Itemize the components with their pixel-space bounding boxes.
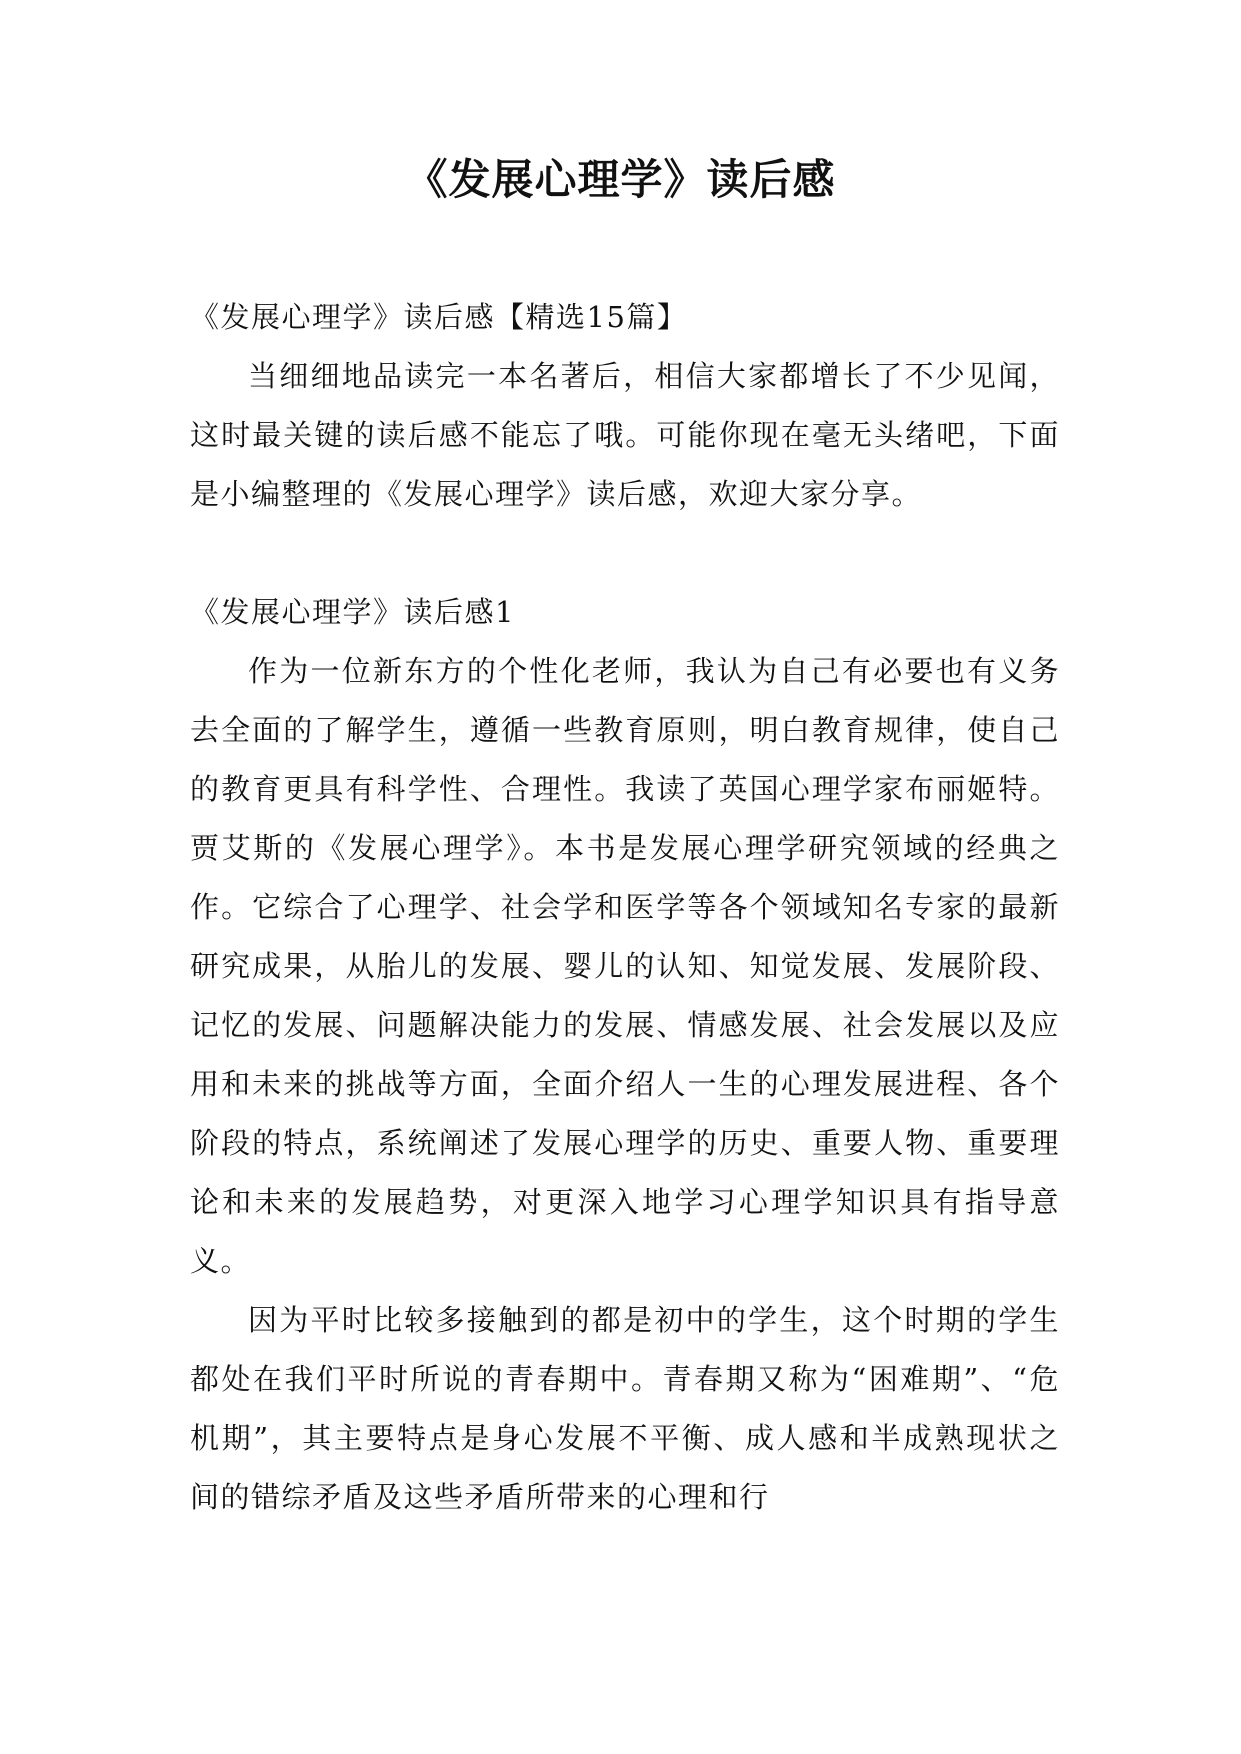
intro-paragraph: 当细细地品读完一本名著后，相信大家都增长了不少见闻，这时最关键的读后感不能忘了哦。可能你现在毫无头绪吧，下面是小编整理的《发展心理学》读后感，欢迎大家分享。 (190, 359, 1060, 511)
body-paragraph-2: 因为平时比较多接触到的都是初中的学生，这个时期的学生都处在我们平时所说的青春期中。青春期又称为“困难期”、“危机期”，其主要特点是身心发展不平衡、成人感和半成熟现状之间的错综矛盾及这些矛盾所带来的心理和行 (190, 1303, 1060, 1514)
document-body (190, 288, 1060, 1527)
body-paragraph-1: 作为一位新东方的个性化老师，我认为自己有必要也有义务去全面的了解学生，遵循一些教育原则，明白教育规律，使自己的教育更具有科学性、合理性。我读了英国心理学家布丽姬特。贾艾斯的《发展心理学》。本书是发展心理学研究领域的经典之作。它综合了心理学、社会学和医学等各个领域知名专家的最新研究成果，从胎儿的发展、婴儿的认知、知觉发展、发展阶段、记忆的发展、问题解决能力的发展、情感发展、社会发展以及应用和未来的挑战等方面，全面介绍人一生的心理发展进程、各个阶段的特点，系统阐述了发展心理学的历史、重要人物、重要理论和未来的发展趋势，对更深入地学习心理学知识具有指导意义。 (190, 654, 1060, 1278)
collection-heading: 《发展心理学》读后感【精选15篇】 (190, 300, 688, 334)
document-title: 《发展心理学》读后感 (405, 155, 836, 204)
section-spacer (190, 524, 1060, 583)
section-heading: 《发展心理学》读后感1 (190, 595, 515, 629)
